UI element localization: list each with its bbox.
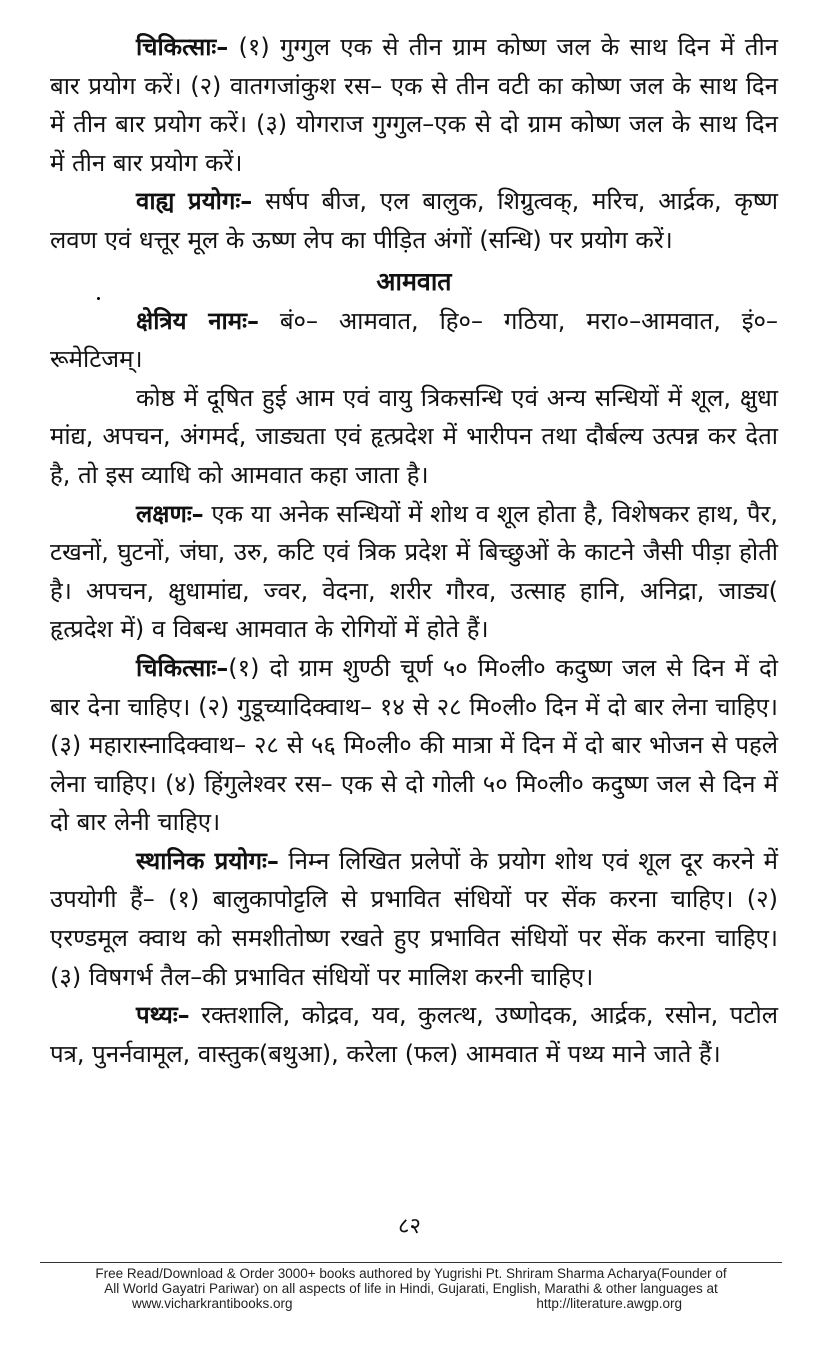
footer-line-2: All World Gayatri Pariwar) on all aspects of life in Hindi, Gujarati, English, Marathi & other languages at: [104, 1281, 718, 1296]
paragraph-definition: [50, 379, 778, 495]
paragraph-lakshan: [50, 495, 778, 649]
footer: [40, 1266, 782, 1311]
paragraph-text: (१) दो ग्राम शुण्ठी चूर्ण ५० मि०ली० कदुष्ण जल से दिन में दो बार देना चाहिए। (२) गुडूच्यादिक्वाथ– १४ से २८ मि०ली० दिन में दो बार लेना चाहिए। (३) महारास्नादिक्वाथ– २८ से ५६ मि०ली० की मात्रा में दिन में दो बार भोजन से पहले लेना चाहिए। (४) हिंगुलेश्वर रस– एक से दो गोली ५० मि०ली० कदुष्ण जल से दिन में दो बार लेनी चाहिए।: [50, 653, 778, 837]
paragraph-text: बं०– आमवात, हि०– गठिया, मरा०–आमवात, इं०– रूमेटिजम्।: [50, 306, 778, 374]
paragraph-label: चिकित्साः–: [136, 33, 229, 61]
footer-link-literature[interactable]: http://literature.awgp.org: [536, 1296, 682, 1311]
footer-divider: [40, 1262, 782, 1263]
paragraph-text: (१) गुग्गुल एक से तीन ग्राम कोष्ण जल के साथ दिन में तीन बार प्रयोग करें। (२) वातगजांकुश रस– एक से तीन वटी का कोष्ण जल के साथ दिन में तीन बार प्रयोग करें। (३) योगराज गुग्गुल–एक से दो ग्राम कोष्ण जल के साथ दिन में तीन बार प्रयोग करें।: [50, 33, 778, 177]
paragraph-text: रक्तशालि, कोद्रव, यव, कुलत्थ, उष्णोदक, आर्द्रक, रसोन, पटोल पत्र, पुनर्नवामूल, वास्तुक(बथुआ), करेला (फल) आमवात में पथ्य माने जाते हैं।: [50, 1001, 778, 1068]
page-body: [50, 28, 778, 1073]
paragraph-label: वाह्य प्रयोगः–: [136, 187, 253, 216]
paragraph-label: स्थानिक प्रयोगः–: [136, 846, 279, 875]
paragraph-label: लक्षणः–: [136, 499, 204, 528]
page-number: ८२: [398, 1214, 421, 1239]
paragraph-text: एक या अनेक सन्धियों में शोथ व शूल होता है, विशेषकर हाथ, पैर, टखनों, घुटनों, जंघा, उरु, कटि एवं त्रिक प्रदेश में बिच्छुओं के काटने जैसी पीड़ा होती है। अपचन, क्षुधामांद्य, ज्वर, वेदना, शरीर गौरव, उत्साह हानि, अनिद्रा, जाड्य( हृत्प्रदेश में) व विबन्ध आमवात के रोगियों में होते हैं।: [50, 499, 778, 644]
paragraph-label: पथ्यः–: [136, 1001, 190, 1030]
paragraph-text: कोष्ठ में दूषित हुई आम एवं वायु त्रिकसन्धि एवं अन्य सन्धियों में शूल, क्षुधा मांद्य, अपचन, अंगमर्द, जाड्यता एवं हृत्प्रदेश में भारीपन तथा दौर्बल्य उत्पन्न कर देता है, तो इस व्याधि को आमवात कहा जाता है।: [50, 383, 778, 489]
paragraph-kshetriya-naam: [50, 302, 778, 379]
paragraph-text: निम्न लिखित प्रलेपों के प्रयोग शोथ एवं शूल दूर करने में उपयोगी हैं– (१) बालुकापोट्टलि से प्रभावित संधियों पर सेंक करना चाहिए। (२) एरण्डमूल क्वाथ को समशीतोष्ण रखते हुए प्रभावित संधियों पर सेंक करना चाहिए। (३) विषगर्भ तैल–की प्रभावित संधियों पर मालिश करनी चाहिए।: [50, 846, 779, 991]
paragraph-text: सर्षप बीज, एल बालुक, शिग्रुत्वक्, मरिच, आर्द्रक, कृष्ण लवण एवं धत्तूर मूल के ऊष्ण लेप का पीड़ित अंगों (सन्धि) पर प्रयोग करें।: [50, 187, 778, 254]
stray-dot: [97, 297, 100, 300]
section-title: आमवात: [376, 266, 452, 296]
footer-line-1: Free Read/Download & Order 3000+ books authored by Yugrishi Pt. Shriram Sharma Acharya(Founder of: [95, 1266, 727, 1281]
paragraph-vahya-prayog: [50, 182, 778, 259]
paragraph-label: चिकित्साः–: [136, 653, 229, 682]
paragraph-sthanik-prayog: [50, 842, 778, 996]
paragraph-pathya: [50, 996, 778, 1073]
paragraph-chikitsa-2: [50, 649, 778, 842]
footer-link-vicharkranti[interactable]: www.vicharkrantibooks.org: [132, 1296, 293, 1311]
paragraph-chikitsa-1: [50, 28, 778, 182]
paragraph-label: क्षेत्रिय नामः–: [136, 306, 259, 335]
footer-links: [40, 1296, 782, 1311]
